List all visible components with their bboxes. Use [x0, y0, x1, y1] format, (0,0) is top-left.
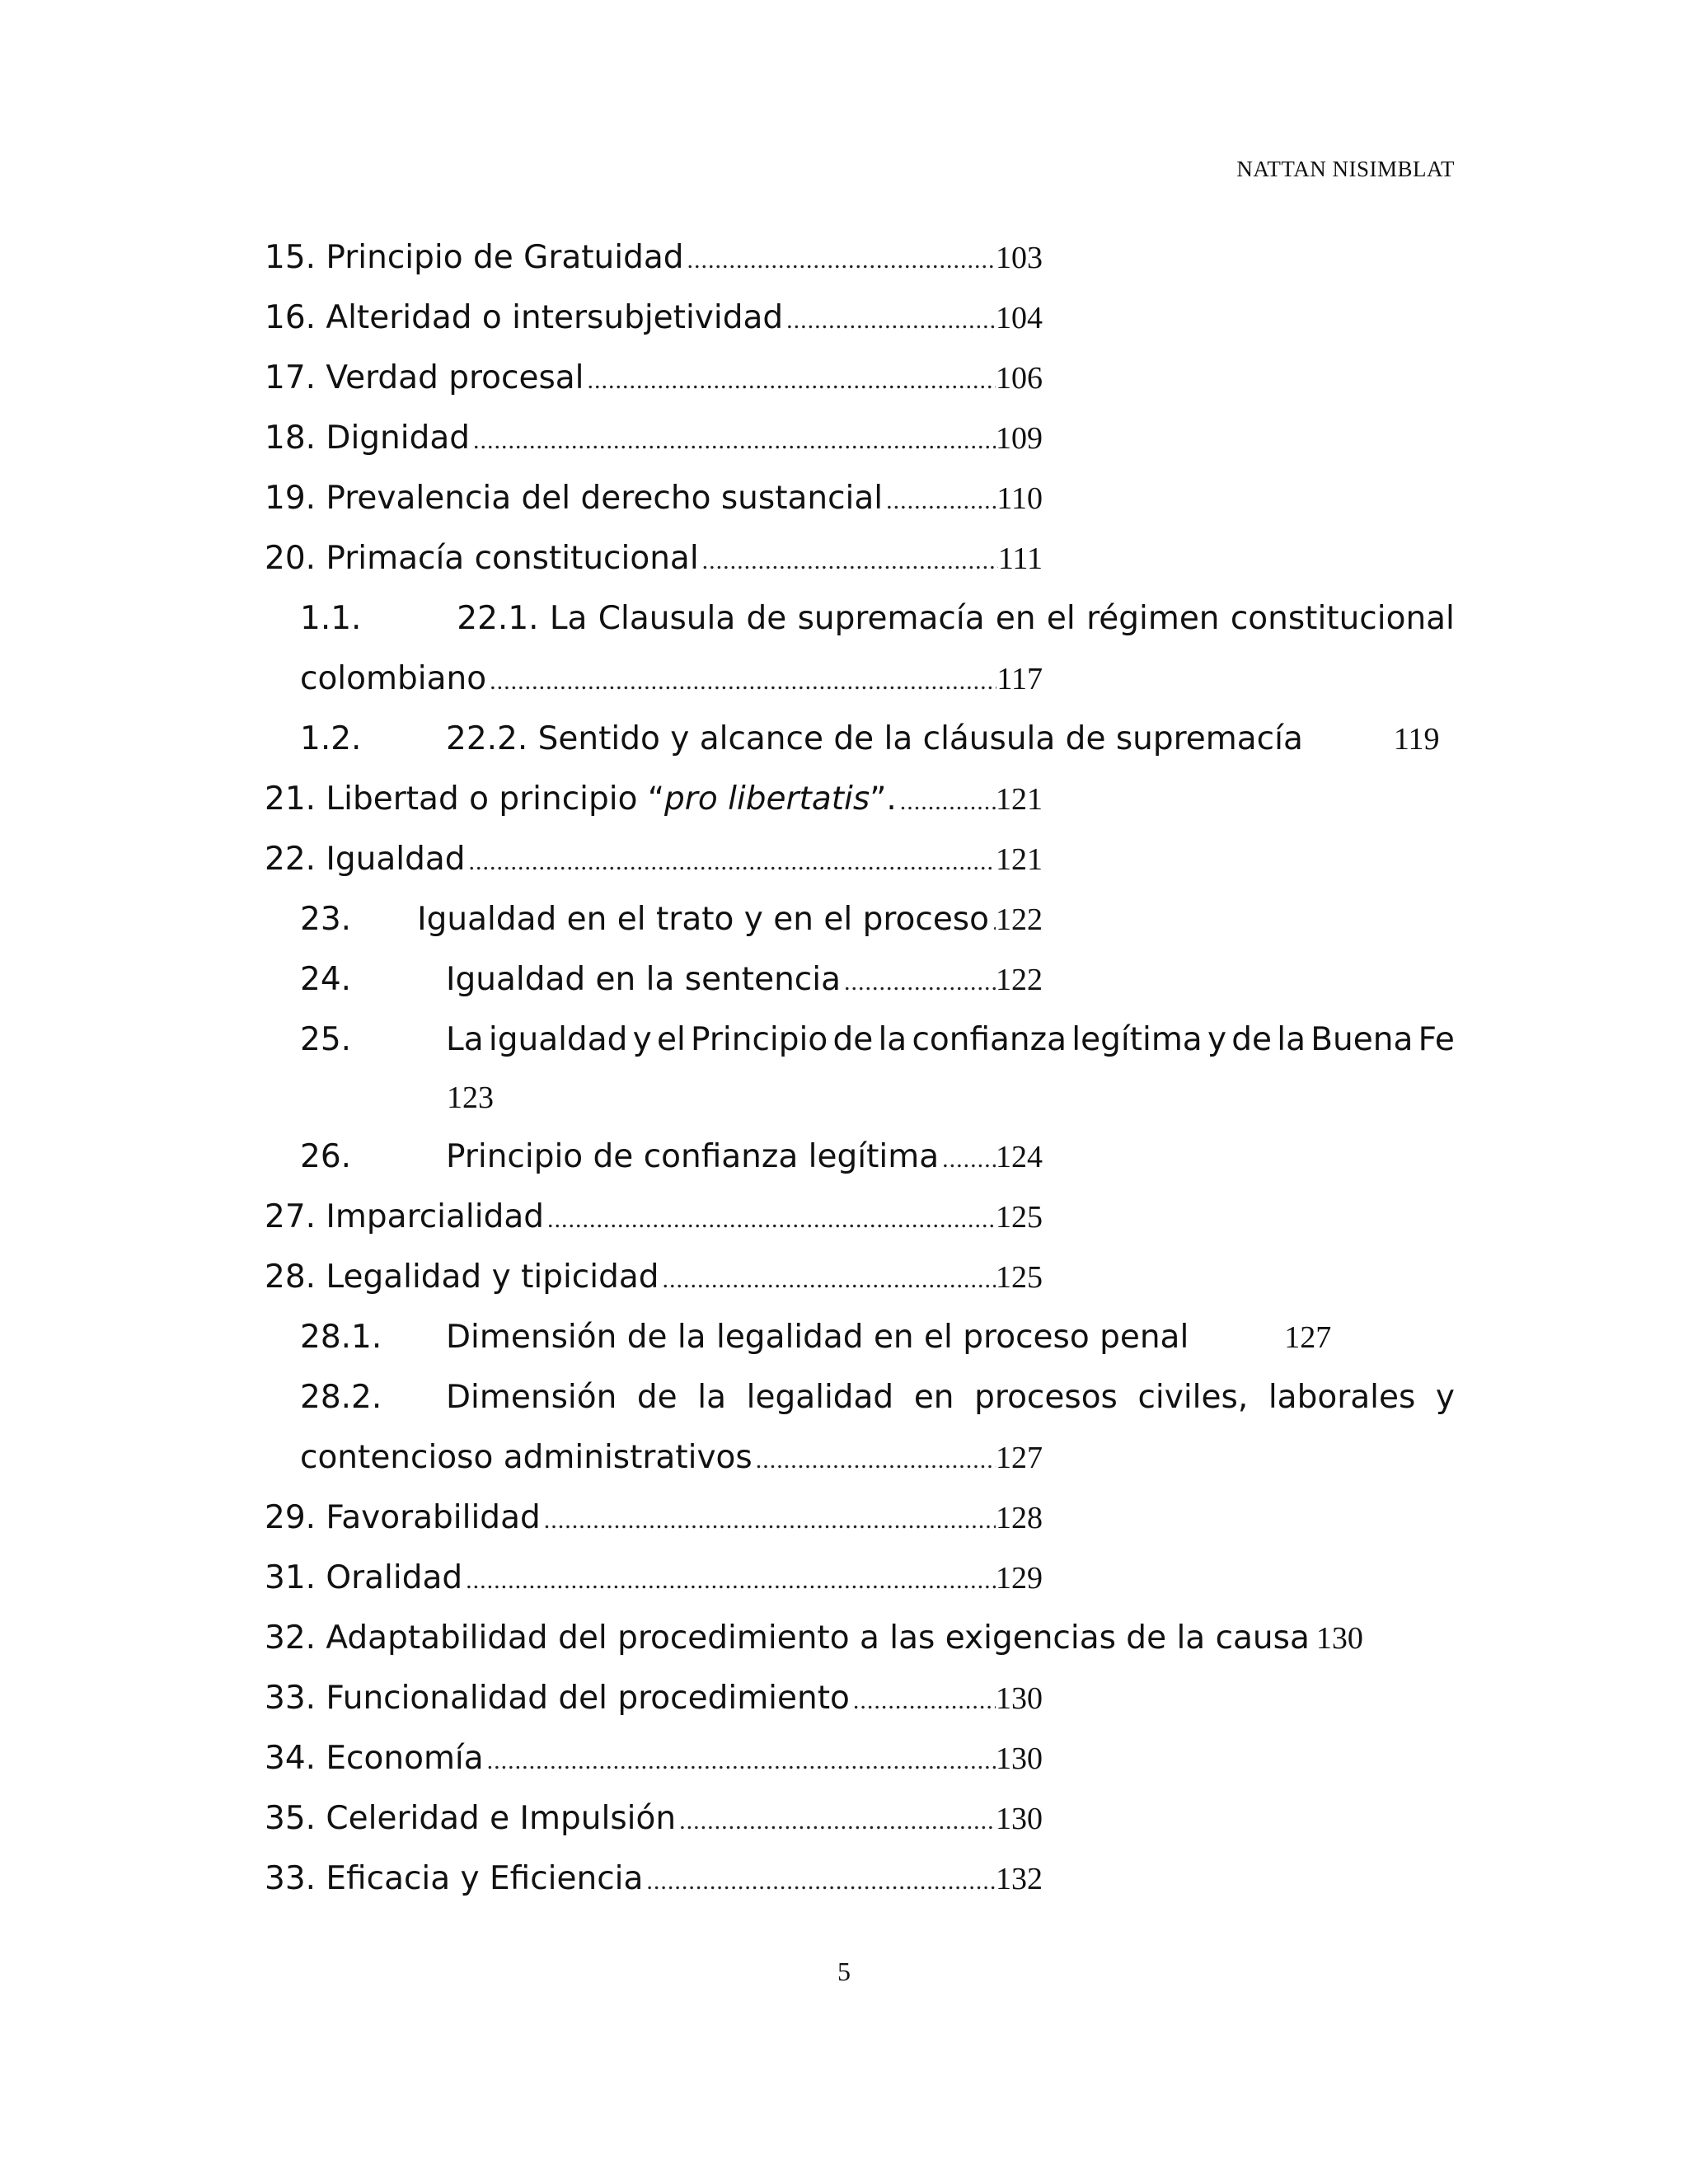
toc-subentry-number: 26. [300, 1138, 352, 1175]
toc-word: la [1277, 1021, 1306, 1058]
toc-entry-title: 32. Adaptabilidad del procedimiento a las exigencias de la causa [265, 1619, 1310, 1657]
toc-word: procesos [974, 1379, 1118, 1416]
title-italic: pro libertatis [664, 780, 870, 818]
toc-entry-title: 22. Igualdad [265, 841, 466, 878]
toc-subentry[interactable] [300, 709, 1455, 769]
dot-leader [753, 1430, 996, 1490]
toc-word: constitucional [1230, 600, 1455, 637]
toc-word: de [832, 1021, 874, 1058]
toc-entry[interactable] [265, 227, 1043, 288]
toc-entry-title: Dimensión de la legalidad en el proceso penal [446, 1319, 1189, 1356]
dot-leader [544, 1189, 996, 1249]
toc-word: de [1231, 1021, 1273, 1058]
toc-entry-page: 119 [1393, 722, 1440, 757]
toc-word: civiles, [1137, 1379, 1249, 1416]
running-header: NATTAN NISIMBLAT [1236, 157, 1455, 181]
dot-leader [643, 1851, 996, 1911]
toc-entry-page: 124 [996, 1140, 1043, 1174]
toc-word: la [878, 1021, 907, 1058]
toc-entry-page: 127 [996, 1441, 1043, 1475]
toc-word: La [446, 1021, 484, 1058]
toc-entry-title: Igualdad en la sentencia [446, 961, 841, 998]
toc-word: en [913, 1379, 954, 1416]
toc-entry[interactable] [265, 1849, 1043, 1909]
toc-word: Dimensión [446, 1379, 617, 1416]
toc-word: la [697, 1379, 727, 1416]
toc-subentry-justified[interactable] [300, 588, 1455, 649]
toc-word: y [632, 1021, 652, 1058]
toc-entry-page: 106 [996, 361, 1043, 396]
toc-word: Clausula [598, 600, 736, 637]
toc-word: Fe [1418, 1021, 1455, 1058]
toc-entry-title: contencioso administrativos [300, 1439, 753, 1476]
toc-word: en [995, 600, 1036, 637]
toc-word: y [1435, 1379, 1455, 1416]
toc-subentry-number: 1.1. [300, 600, 362, 637]
toc-entry-title-justified [446, 1367, 1455, 1427]
toc-entry-page: 130 [996, 1681, 1043, 1716]
toc-subentry[interactable] [300, 889, 1043, 949]
toc-entry-title: 35. Celeridad e Impulsión [265, 1800, 677, 1837]
toc-word: La [549, 600, 588, 637]
toc-word: supremacía [797, 600, 985, 637]
toc-entry-title: 33. Eficacia y Eficiencia [265, 1860, 644, 1897]
toc-entry-title: Igualdad en el trato y en el proceso [417, 901, 989, 938]
toc-entry-page: 109 [996, 421, 1043, 456]
toc-entry-title: Principio de confianza legítima [446, 1138, 940, 1175]
dot-leader [841, 952, 996, 1012]
toc-entry-title: 18. Dignidad [265, 419, 471, 457]
title-prefix: 21. Libertad o principio “ [265, 780, 665, 818]
toc-entry-title: 16. Alteridad o intersubjetividad [265, 299, 784, 336]
toc-entry-page: 125 [996, 1200, 1043, 1235]
toc-subentry-number: 23. [300, 901, 352, 938]
dot-leader [783, 290, 996, 350]
toc-entry-title [265, 769, 897, 829]
dot-leader [699, 531, 998, 591]
table-of-contents [265, 227, 1455, 1909]
dot-leader [484, 1731, 996, 1791]
toc-word: de [636, 1379, 678, 1416]
toc-entry-title: 15. Principio de Gratuidad [265, 239, 684, 276]
toc-word: 22.1. [457, 600, 539, 637]
toc-entry-title: 28. Legalidad y tipicidad [265, 1258, 659, 1296]
toc-word: legítima [1071, 1021, 1203, 1058]
toc-entry-page: 130 [996, 1741, 1043, 1776]
dot-leader [883, 471, 996, 531]
dot-leader [659, 1249, 996, 1310]
dot-leader [462, 1550, 996, 1610]
toc-subentry-number: 28.1. [300, 1319, 382, 1356]
toc-entry-title: 17. Verdad procesal [265, 359, 584, 396]
toc-entry[interactable] [265, 1187, 1043, 1247]
toc-word: igualdad [488, 1021, 628, 1058]
dot-leader [470, 410, 996, 471]
toc-entry-page: 121 [996, 782, 1043, 817]
toc-entry-page: 130 [996, 1802, 1043, 1836]
toc-word: Principio [691, 1021, 828, 1058]
toc-entry-title: 20. Primacía constitucional [265, 540, 699, 577]
toc-entry[interactable] [265, 528, 1043, 588]
dot-leader [850, 1671, 996, 1731]
title-suffix: ”. [870, 780, 897, 818]
dot-leader [939, 1129, 996, 1189]
toc-entry-title: colombiano [300, 660, 487, 697]
toc-word: y [1207, 1021, 1227, 1058]
dot-leader [486, 651, 996, 711]
toc-subentry-number: 25. [300, 1021, 352, 1058]
toc-entry-page: 128 [996, 1501, 1043, 1535]
toc-entry-page: 123 [447, 1080, 494, 1115]
toc-entry-page: 129 [996, 1561, 1043, 1596]
toc-word: laborales [1268, 1379, 1416, 1416]
toc-entry-page: 122 [996, 963, 1043, 997]
toc-subentry-number: 28.2. [300, 1379, 382, 1416]
toc-subentry[interactable] [300, 949, 1043, 1010]
toc-entry[interactable] [265, 1788, 1043, 1849]
toc-entry[interactable] [265, 348, 1043, 408]
toc-entry-continuation[interactable] [300, 1427, 1043, 1488]
toc-entry[interactable] [265, 1608, 1455, 1668]
toc-entry[interactable] [265, 1548, 1043, 1608]
toc-entry-continuation[interactable] [300, 649, 1043, 709]
toc-entry-page: 110 [996, 481, 1043, 516]
toc-entry-title: 27. Imparcialidad [265, 1198, 545, 1235]
toc-word: el [1046, 600, 1076, 637]
toc-subentry-number: 1.2. [300, 720, 362, 757]
toc-entry-page: 103 [996, 241, 1043, 275]
toc-entry-page: 130 [1315, 1621, 1363, 1656]
toc-word: el [656, 1021, 686, 1058]
dot-leader [541, 1490, 996, 1550]
toc-entry[interactable] [265, 769, 1043, 829]
dot-leader [466, 832, 996, 892]
toc-word: legalidad [746, 1379, 894, 1416]
dot-leader [584, 350, 996, 410]
toc-subentry[interactable] [300, 1127, 1043, 1187]
toc-entry-page: 111 [997, 541, 1043, 576]
toc-entry-title: 31. Oralidad [265, 1559, 463, 1596]
toc-entry-page: 132 [996, 1862, 1043, 1896]
toc-entry-title: 34. Economía [265, 1740, 484, 1777]
toc-entry[interactable] [265, 829, 1043, 889]
toc-word: de [746, 600, 787, 637]
toc-entry-title-justified [446, 1010, 1455, 1070]
toc-entry-page: 127 [1284, 1320, 1332, 1355]
toc-entry-page: 122 [996, 902, 1043, 937]
toc-entry-title: 29. Favorabilidad [265, 1499, 541, 1536]
toc-entry[interactable] [265, 1488, 1043, 1548]
toc-entry[interactable] [265, 1668, 1043, 1728]
toc-entry-title: 22.2. Sentido y alcance de la cláusula de supremacía [446, 720, 1303, 757]
toc-word: régimen [1086, 600, 1220, 637]
toc-entry-title: 19. Prevalencia del derecho sustancial [265, 480, 884, 517]
toc-subentry[interactable] [300, 1367, 1455, 1427]
toc-entry[interactable] [265, 408, 1043, 468]
page-number: 5 [837, 1957, 851, 1986]
toc-subentry[interactable] [300, 1010, 1455, 1070]
toc-entry[interactable] [265, 468, 1043, 528]
toc-entry[interactable] [265, 1728, 1043, 1788]
toc-entry-page: 121 [996, 842, 1043, 877]
toc-page-continuation [265, 1070, 1455, 1127]
toc-word: confianza [912, 1021, 1067, 1058]
dot-leader [989, 892, 996, 952]
dot-leader [684, 230, 996, 290]
toc-subentry-number: 24. [300, 961, 352, 998]
toc-word: Buena [1311, 1021, 1414, 1058]
toc-entry[interactable] [265, 1247, 1043, 1307]
toc-entry-page: 125 [996, 1260, 1043, 1295]
toc-entry[interactable] [265, 288, 1043, 348]
toc-entry-page: 104 [996, 301, 1043, 335]
toc-entry-title: 33. Funcionalidad del procedimiento [265, 1680, 850, 1717]
dot-leader [897, 771, 996, 832]
dot-leader [676, 1791, 996, 1851]
toc-entry-page: 117 [996, 662, 1043, 696]
toc-subentry[interactable] [300, 1307, 1455, 1367]
